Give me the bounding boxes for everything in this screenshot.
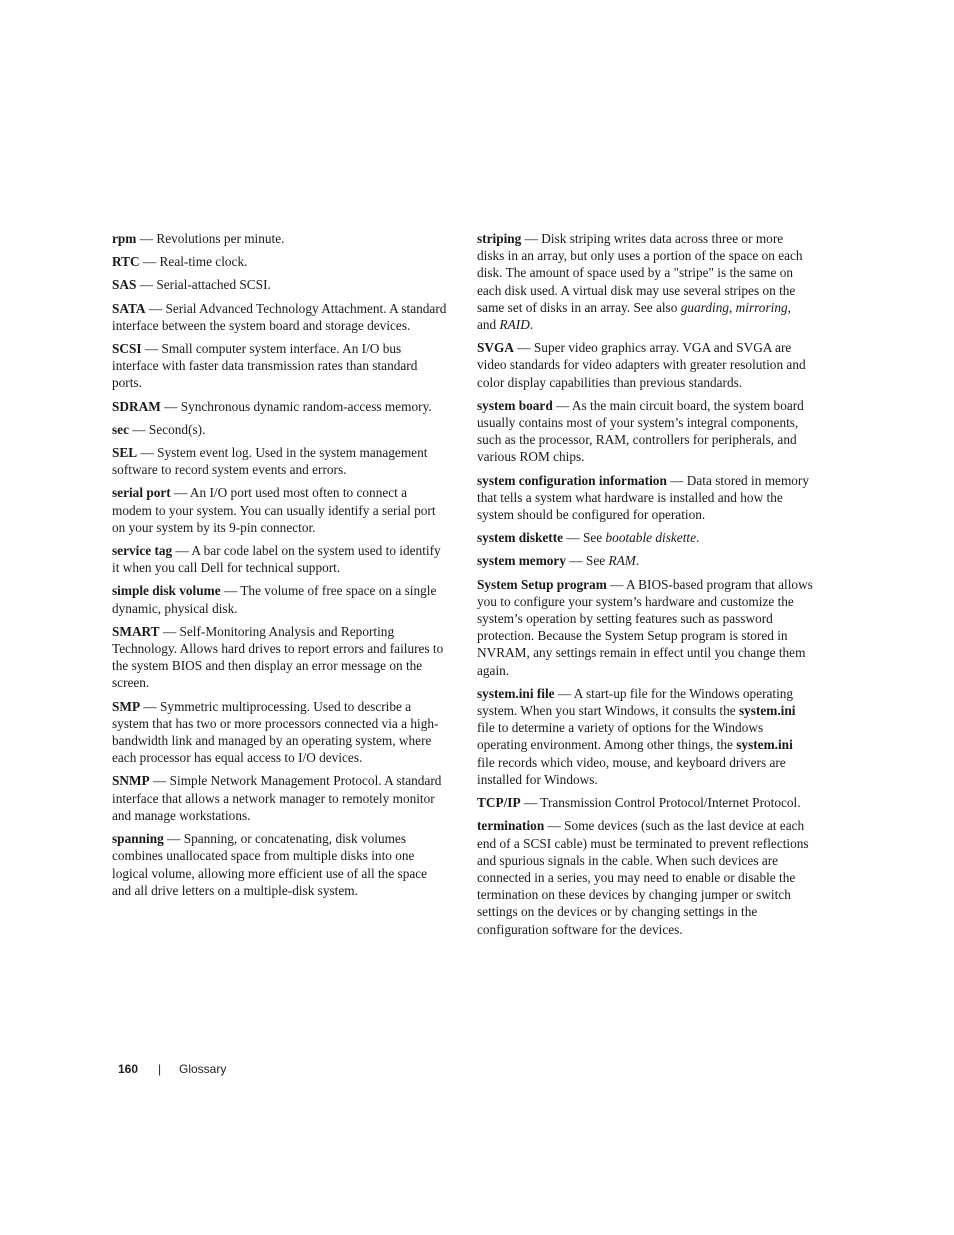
definition-text: — Simple Network Management Protocol. A standard interface that allows a network manager to remotely monitor and manage workstations. [112, 773, 442, 823]
definition-text: — Second(s). [128, 421, 206, 437]
glossary-term: SVGA [477, 340, 514, 356]
definition-text: file to determine a variety of options for the Windows operating environment. Among other things, the [477, 720, 764, 753]
cross-reference: guarding [680, 299, 729, 315]
glossary-entry [477, 794, 813, 811]
definition-text: — Super video graphics array. VGA and SVGA are video standards for video adapters with greater resolution and color display capabilities than previous standards. [477, 340, 806, 390]
glossary-term: rpm [112, 231, 137, 246]
glossary-entry [477, 817, 813, 937]
glossary-entry [112, 582, 449, 616]
glossary-entry [477, 529, 813, 546]
definition-text: — Synchronous dynamic random-access memory. [160, 398, 432, 414]
definition-text: — Data stored in memory that tells a system what hardware is installed and how the system should be configured for operation. [477, 472, 810, 523]
glossary-term: system board [477, 397, 553, 413]
glossary-entry [477, 230, 813, 333]
definition-text: , and [477, 299, 791, 333]
glossary-term: SNMP [112, 773, 150, 789]
glossary-term: simple disk volume [112, 583, 221, 599]
glossary-term: SCSI [112, 341, 142, 357]
definition-text: — Serial Advanced Technology Attachment. A standard interface between the system board and storage devices. [112, 300, 447, 333]
glossary-term: SMART [112, 623, 160, 639]
glossary-term: RTC [112, 254, 140, 270]
definition-text: file records which video, mouse, and keyboard drivers are installed for Windows. [477, 754, 786, 787]
glossary-term: service tag [112, 543, 173, 559]
cross-reference: bootable diskette [605, 530, 696, 546]
glossary-entry [477, 397, 813, 466]
definition-text: — Spanning, or concatenating, disk volumes combines unallocated space from multiple disks into one logical volume, allowing more efficient use of all the space and all drive letters on a multiple-disk system. [112, 831, 428, 898]
definition-text: , [729, 299, 736, 315]
glossary-entry [112, 830, 449, 899]
definition-text: — A bar code label on the system used to identify it when you call Dell for technical support. [112, 543, 441, 576]
footer-separator: | [158, 1062, 162, 1076]
definition-text: — Symmetric multiprocessing. Used to describe a system that has two or more processors connected via a high-bandwidth link and managed by an operating system, where each processor has equal access to I/O devices. [112, 698, 439, 766]
glossary-term: TCP/IP [477, 795, 521, 811]
page-footer [118, 1062, 227, 1076]
definition-text: — Serial-attached SCSI. [136, 277, 271, 293]
definition-text: — A start-up file for the Windows operating system. When you start Windows, it consults the [477, 685, 794, 719]
glossary-term: striping [477, 231, 522, 246]
glossary-entry [112, 623, 449, 692]
glossary-entry [477, 339, 813, 391]
glossary-entry [477, 552, 813, 569]
glossary-term: SEL [112, 445, 138, 461]
definition-text: — Disk striping writes data across three or more disks in an array, but only uses a portion of the space on each disk. The amount of space used by a "stripe" is the same on each disk used. A virtual disk may use several stripes on the same set of disks in an array. See also [477, 231, 803, 315]
glossary-term: SDRAM [112, 398, 161, 414]
glossary-term: system memory [477, 553, 566, 569]
glossary-entry [112, 276, 449, 293]
definition-text: . [695, 530, 700, 546]
glossary-entry [112, 444, 449, 478]
definition-text: — Some devices (such as the last device at each end of a SCSI cable) must be terminated to prevent reflections and spurious signals in the cable. When such devices are connected in a series, you may need to enable or disable the termination on these devices by changing jumper or switch settings on the devices or by changing settings in the configuration software for the devices. [477, 818, 809, 937]
glossary-column-right [477, 230, 813, 944]
glossary-entry [112, 421, 449, 438]
page-number: 160 [118, 1062, 139, 1076]
glossary-term: sec [112, 421, 129, 437]
glossary-entry [112, 698, 449, 767]
cross-reference: mirroring [735, 299, 788, 315]
glossary-term: system configuration information [477, 472, 667, 488]
section-title: Glossary [179, 1062, 227, 1076]
glossary-column-left [112, 230, 449, 905]
glossary-entry [112, 253, 449, 270]
file-name: system.ini [738, 703, 796, 719]
definition-text: — As the main circuit board, the system board usually contains most of your system’s integral components, such as the processor, RAM, controllers for peripherals, and various ROM chips. [477, 397, 804, 465]
glossary-term: spanning [112, 831, 164, 847]
file-name: system.ini [736, 737, 793, 753]
definition-text: — Real-time clock. [139, 254, 248, 270]
glossary-term: SMP [112, 698, 141, 714]
glossary-entry [112, 542, 449, 576]
glossary-entry [112, 340, 449, 392]
glossary-entry [112, 772, 449, 824]
definition-text: — Self-Monitoring Analysis and Reporting Technology. Allows hard drives to report errors and failures to the system BIOS and then display an error message on the screen. [112, 623, 444, 691]
glossary-entry [112, 230, 449, 247]
cross-reference: RAID [499, 317, 530, 333]
definition-text: — An I/O port used most often to connect a modem to your system. You can usually identify a serial port on your system by its 9-pin connector. [112, 485, 436, 535]
glossary-term: SAS [112, 277, 137, 293]
definition-text: — Transmission Control Protocol/Internet Protocol. [520, 795, 801, 811]
glossary-entry [477, 472, 813, 524]
glossary-term: system.ini file [477, 685, 555, 701]
glossary-entry [477, 685, 813, 788]
definition-text: — Revolutions per minute. [136, 231, 285, 246]
definition-text: — See [563, 530, 606, 546]
glossary-entry [477, 576, 813, 679]
definition-text: . [529, 317, 534, 333]
glossary-term: termination [477, 818, 545, 834]
glossary-term: serial port [112, 485, 171, 501]
definition-text: — A BIOS-based program that allows you to configure your system’s hardware and customize the system’s operation by setting features such as password protection. Because the System Setup program is stored in NVRAM, any settings remain in effect until you change them again. [477, 576, 813, 678]
definition-text: . [635, 553, 640, 569]
glossary-entry [112, 484, 449, 536]
glossary-term: SATA [112, 300, 146, 316]
glossary-term: system diskette [477, 530, 564, 546]
definition-text: — Small computer system interface. An I/O bus interface with faster data transmission rates than standard ports. [112, 341, 418, 391]
cross-reference: RAM [608, 553, 636, 569]
glossary-entry [112, 398, 449, 415]
glossary-term: System Setup program [477, 576, 607, 592]
definition-text: — See [565, 553, 609, 569]
definition-text: — System event log. Used in the system management software to record system events and errors. [112, 445, 428, 478]
glossary-entry [112, 300, 449, 334]
definition-text: — The volume of free space on a single dynamic, physical disk. [112, 583, 437, 616]
